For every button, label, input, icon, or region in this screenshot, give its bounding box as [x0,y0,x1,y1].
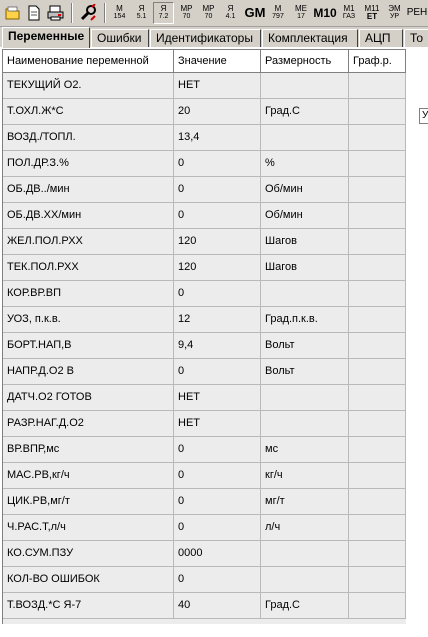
variable-value-cell[interactable]: 40 [174,593,261,619]
variable-name-cell[interactable]: КО.СУМ.ПЗУ [3,541,174,567]
tab-bar [0,27,428,48]
variable-graph-cell[interactable] [349,255,406,281]
column-header-value[interactable]: Значение [174,50,261,73]
variable-graph-cell[interactable] [349,151,406,177]
variable-name-cell[interactable]: ЦИК.РВ,мг/т [3,489,174,515]
ecu-ren-button[interactable]: РЕН [406,2,428,24]
variable-unit-cell[interactable]: Шагов [261,229,349,255]
variable-name-cell[interactable]: ДАТЧ.О2 ГОТОВ [3,385,174,411]
ecu-m11et-button[interactable]: М11 ЕТ [361,2,383,24]
variable-name-cell[interactable]: КОЛ-ВО ОШИБОК [3,567,174,593]
variable-unit-cell[interactable] [261,541,349,567]
table-row[interactable] [3,411,406,437]
variable-graph-cell[interactable] [349,489,406,515]
variable-unit-cell[interactable]: Шагов [261,255,349,281]
table-row[interactable] [3,281,406,307]
variable-value-cell[interactable]: 0 [174,437,261,463]
variable-name-cell[interactable]: ВР.ВПР,мс [3,437,174,463]
variable-unit-cell[interactable]: Град.п.к.в. [261,307,349,333]
ecu-mp70a-button[interactable]: МР 70 [176,2,197,24]
variable-graph-cell[interactable] [349,307,406,333]
tools-button[interactable] [77,2,99,24]
variable-value-cell[interactable]: 0 [174,463,261,489]
toolbar [0,0,428,27]
variable-name-cell[interactable]: УОЗ, п.к.в. [3,307,174,333]
variable-name-cell[interactable]: Т.ВОЗД.*С Я-7 [3,593,174,619]
variable-unit-cell[interactable]: мс [261,437,349,463]
table-row[interactable] [3,229,406,255]
table-row[interactable] [3,255,406,281]
ecu-m10-button[interactable]: М10 [313,2,337,24]
column-header-unit[interactable]: Размерность [261,50,349,73]
table-row[interactable] [3,151,406,177]
variable-unit-cell[interactable] [261,281,349,307]
variable-graph-cell[interactable] [349,99,406,125]
table-row[interactable] [3,463,406,489]
table-row[interactable] [3,99,406,125]
variable-graph-cell[interactable] [349,333,406,359]
ecu-m797-button[interactable]: М 797 [267,2,289,24]
table-row[interactable] [3,489,406,515]
ecu-ya72-button[interactable]: Я 7.2 [153,2,174,24]
variable-graph-cell[interactable] [349,359,406,385]
variable-unit-cell[interactable]: кг/ч [261,463,349,489]
variable-unit-cell[interactable]: л/ч [261,515,349,541]
column-header-name[interactable]: Наименование переменной [3,50,174,73]
variable-name-cell[interactable]: РАЗР.НАГ.Д.О2 [3,411,174,437]
document-icon [27,5,41,21]
variable-value-cell[interactable]: 120 [174,229,261,255]
variables-grid [2,49,406,624]
variable-value-cell[interactable]: 13,4 [174,125,261,151]
variable-unit-cell[interactable] [261,73,349,99]
table-row[interactable] [3,307,406,333]
variable-unit-cell[interactable] [261,125,349,151]
variable-name-cell[interactable]: ТЕКУЩИЙ О2. [3,73,174,99]
ecu-mp70b-button[interactable]: МР 70 [198,2,219,24]
variable-graph-cell[interactable] [349,229,406,255]
variable-value-cell[interactable]: 0 [174,151,261,177]
table-row[interactable] [3,203,406,229]
variables-panel [0,48,428,637]
column-header-graph[interactable]: Граф.р. [349,50,406,73]
variable-unit-cell[interactable]: Об/мин [261,203,349,229]
variable-unit-cell[interactable] [261,567,349,593]
ecu-gm-button[interactable]: GM [244,2,266,24]
wrench-icon [79,4,97,22]
variable-value-cell[interactable]: 9,4 [174,333,261,359]
toolbar-separator [71,3,73,23]
variable-unit-cell[interactable]: Град.С [261,593,349,619]
variable-unit-cell[interactable]: мг/т [261,489,349,515]
variable-unit-cell[interactable]: Град.С [261,99,349,125]
ecu-me17-button[interactable]: МЕ 17 [290,2,312,24]
variable-graph-cell[interactable] [349,411,406,437]
variable-value-cell[interactable]: 0 [174,489,261,515]
table-row[interactable] [3,437,406,463]
table-row[interactable] [3,177,406,203]
variable-graph-cell[interactable] [349,567,406,593]
variable-name-cell[interactable]: ОБ.ДВ.ХХ/мин [3,203,174,229]
variable-graph-cell[interactable] [349,593,406,619]
variable-name-cell[interactable]: МАС.РВ,кг/ч [3,463,174,489]
side-frame: У [419,108,428,124]
tab-identifiers[interactable]: Идентификаторы [150,29,261,47]
tab-more[interactable]: То [404,29,428,47]
variable-graph-cell[interactable] [349,177,406,203]
variable-graph-cell[interactable] [349,281,406,307]
printer-icon [47,5,65,21]
ecu-m154-button[interactable]: М 154 [109,2,130,24]
variable-value-cell[interactable]: 0 [174,203,261,229]
variable-name-cell[interactable]: НАПР.Д.О2 В [3,359,174,385]
variable-name-cell[interactable]: ВОЗД./ТОПЛ. [3,125,174,151]
variable-unit-cell[interactable]: Вольт [261,333,349,359]
variable-unit-cell[interactable]: % [261,151,349,177]
variable-name-cell[interactable]: БОРТ.НАП,В [3,333,174,359]
table-row[interactable] [3,515,406,541]
toolbar-separator [104,3,106,23]
variable-name-cell[interactable]: ПОЛ.ДР.З.% [3,151,174,177]
table-row[interactable] [3,125,406,151]
variable-value-cell[interactable]: НЕТ [174,411,261,437]
variable-graph-cell[interactable] [349,203,406,229]
ecu-m1gaz-button[interactable]: М1 ГАЗ [338,2,360,24]
variable-value-cell[interactable]: 0 [174,515,261,541]
variable-unit-cell[interactable]: Об/мин [261,177,349,203]
variable-graph-cell[interactable] [349,463,406,489]
table-row[interactable] [3,359,406,385]
table-row[interactable] [3,333,406,359]
table-row[interactable] [3,567,406,593]
ecu-em-ur-button[interactable]: ЭМ УР [384,2,405,24]
variable-value-cell[interactable]: 0000 [174,541,261,567]
variable-unit-cell[interactable] [261,385,349,411]
variable-value-cell[interactable]: 0 [174,359,261,385]
variable-value-cell[interactable]: 0 [174,567,261,593]
variable-name-cell[interactable]: ОБ.ДВ../мин [3,177,174,203]
table-row[interactable] [3,73,406,99]
variable-unit-cell[interactable] [261,411,349,437]
table-row[interactable] [3,541,406,567]
variable-value-cell[interactable]: 0 [174,281,261,307]
tab-variables[interactable]: Переменные [2,27,90,48]
variable-name-cell[interactable]: Т.ОХЛ.Ж*С [3,99,174,125]
variable-value-cell[interactable]: 12 [174,307,261,333]
variable-graph-cell[interactable] [349,385,406,411]
print-button[interactable] [45,2,67,24]
variable-graph-cell[interactable] [349,125,406,151]
variable-unit-cell[interactable]: Вольт [261,359,349,385]
tab-errors[interactable]: Ошибки [91,29,149,47]
open-folder-button[interactable] [3,2,23,24]
variable-graph-cell[interactable] [349,73,406,99]
variable-value-cell[interactable]: НЕТ [174,73,261,99]
new-document-button[interactable] [24,2,44,24]
folder-icon [5,6,21,20]
ecu-ya41-button[interactable]: Я 4.1 [220,2,241,24]
table-row[interactable] [3,593,406,619]
variable-name-cell[interactable]: Ч.РАС.Т,л/ч [3,515,174,541]
table-row[interactable] [3,385,406,411]
ecu-ya51-button[interactable]: Я 5.1 [131,2,152,24]
variable-graph-cell[interactable] [349,541,406,567]
variable-name-cell[interactable]: ТЕК.ПОЛ.РХХ [3,255,174,281]
tab-configuration[interactable]: Комплектация [262,29,358,47]
tab-adc[interactable]: АЦП [359,29,403,47]
variable-graph-cell[interactable] [349,515,406,541]
variable-graph-cell[interactable] [349,437,406,463]
variable-name-cell[interactable]: ЖЕЛ.ПОЛ.РХХ [3,229,174,255]
variable-value-cell[interactable]: 20 [174,99,261,125]
variable-name-cell[interactable]: КОР.ВР.ВП [3,281,174,307]
variable-value-cell[interactable]: 0 [174,177,261,203]
variable-value-cell[interactable]: НЕТ [174,385,261,411]
variable-value-cell[interactable]: 120 [174,255,261,281]
